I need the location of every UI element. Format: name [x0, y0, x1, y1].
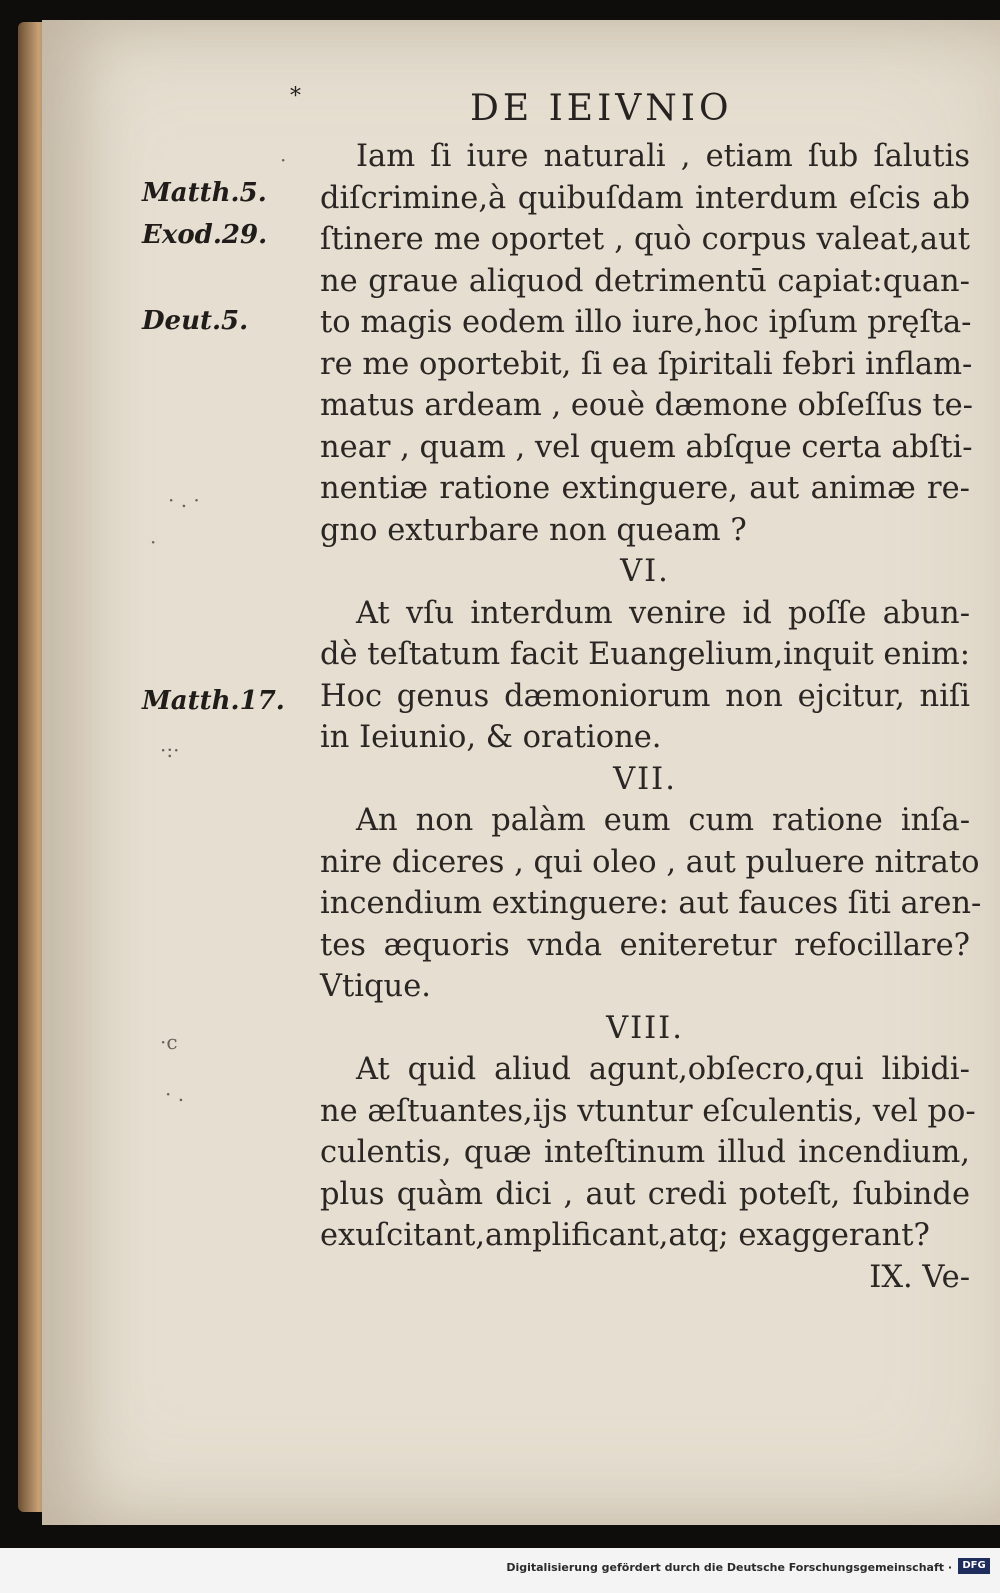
- text-line: diſcrimine,à quibuſdam interdum eſcis ab: [320, 180, 970, 216]
- text-line: in Ieiunio, & oratione.: [320, 720, 662, 755]
- text-line: ſtinere me oportet , quò corpus valeat,aut: [320, 222, 970, 257]
- text-line: ne æſtuantes,ijs vtuntur eſculentis, vel po-: [320, 1093, 976, 1129]
- ink-speck: · . ·: [168, 488, 200, 512]
- text-line: incendium extinguere: aut fauces ſiti aren-: [320, 886, 982, 921]
- ink-speck: ·c: [160, 1030, 178, 1054]
- text-line: At vſu interdum venire id poſſe abun-: [356, 595, 970, 631]
- text-line: exuſcitant,amplificant,atq; exaggerant?: [320, 1218, 930, 1253]
- section-number: VIII.: [606, 1010, 684, 1046]
- dfg-logo: DFG: [958, 1558, 990, 1574]
- ink-speck: ·: [150, 530, 157, 554]
- footer-credit: Digitalisierung gefördert durch die Deutsche Forschungsgemeinschaft ·: [506, 1561, 952, 1574]
- text-line: dè teſtatum facit Euangelium,inquit enim:: [320, 637, 971, 672]
- catchword: IX. Ve-: [869, 1259, 970, 1295]
- section-number: VI.: [620, 554, 670, 589]
- running-header: [290, 84, 810, 129]
- margin-note: Matth.17.: [142, 686, 285, 716]
- text-line: At quid aliud agunt,obſecro,qui libidi-: [356, 1052, 970, 1087]
- ink-speck: ·: [280, 148, 287, 172]
- text-line: Hoc genus dæmoniorum non ejcitur, niſi: [320, 678, 970, 714]
- footer-bar: [0, 1548, 1000, 1593]
- text-line: near , quam , vel quem abſque certa abſti-: [320, 429, 973, 465]
- margin-note: Matth.5.: [142, 178, 267, 208]
- section-number: VII.: [613, 761, 677, 797]
- margin-note: Deut.5.: [142, 306, 249, 336]
- text-line: tes æquoris vnda eniteretur refocillare?: [320, 927, 970, 963]
- body-text: [320, 136, 982, 1298]
- text-line: gno exturbare non queam ?: [320, 512, 747, 548]
- text-line: ne graue aliquod detrimentū capiat:quan-: [320, 263, 970, 299]
- text-line: Vtique.: [320, 969, 431, 1004]
- margin-note: Exod.29.: [142, 220, 268, 250]
- text-line: nentiæ ratione extinguere, aut animæ re-: [320, 471, 970, 506]
- text-line: re me oportebit, ſi ea ſpiritali febri inflam-: [320, 346, 973, 382]
- text-line: matus ardeam , eouè dæmone obſeſſus te-: [320, 388, 973, 423]
- text-line: plus quàm dici , aut credi poteſt, ſubinde: [320, 1176, 970, 1212]
- text-line: Iam ſi iure naturali , etiam ſub ſalutis: [356, 139, 970, 174]
- ink-speck: ·:·: [160, 738, 180, 762]
- ornament-mark: *: [290, 84, 305, 109]
- text-line: to magis eodem illo iure,hoc ipſum pręſta-: [320, 305, 972, 340]
- text-line: nire diceres , qui oleo , aut puluere nitrato: [320, 844, 980, 880]
- running-title: DE IEIVNIO: [470, 88, 733, 129]
- text-line: An non palàm eum cum ratione inſa-: [356, 803, 970, 838]
- ink-speck: · .: [165, 1082, 185, 1106]
- text-line: culentis, quæ inteſtinum illud incendium,: [320, 1135, 970, 1170]
